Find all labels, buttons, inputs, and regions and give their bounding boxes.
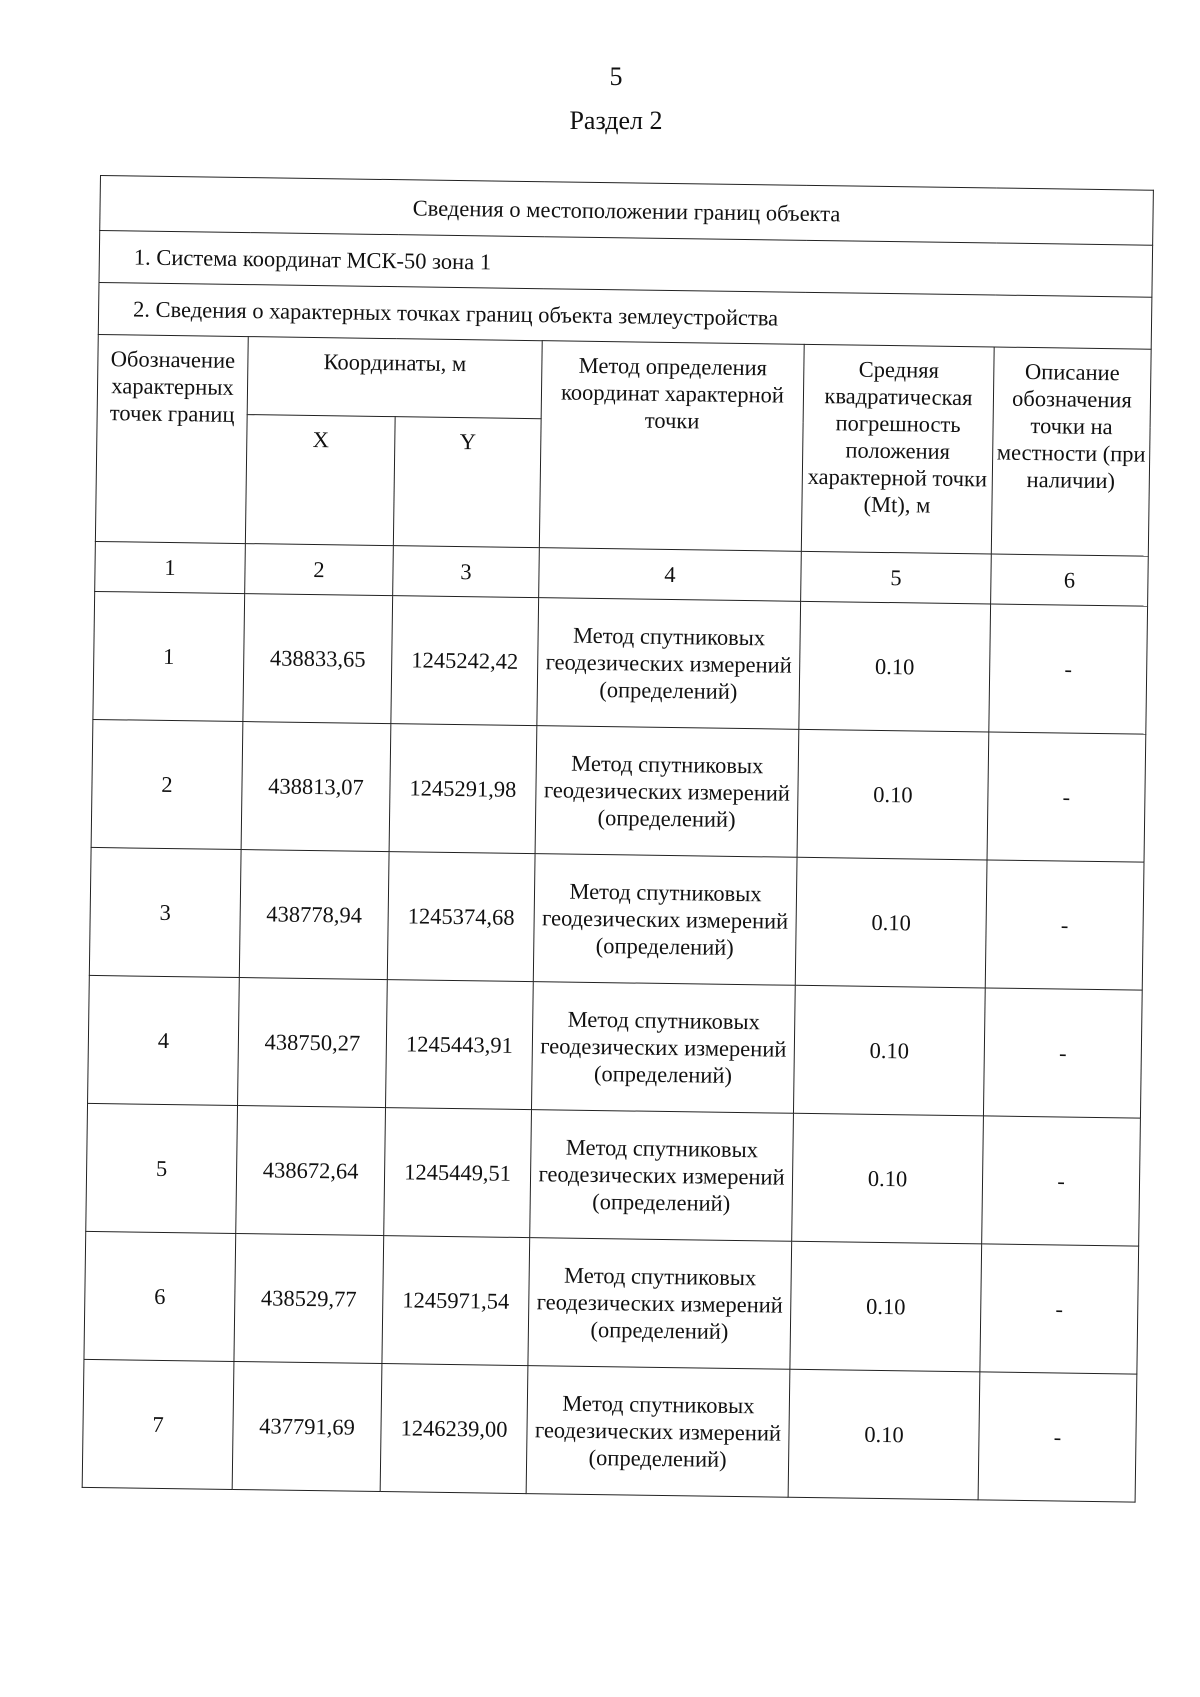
table-row [82,1359,1137,1502]
accuracy-cell: 0.10 [797,729,989,860]
table-row [89,847,1144,990]
header-x: X [245,415,395,546]
header-method: Метод определения координат характерной точки [539,341,804,552]
y-cell: 1245449,51 [384,1108,532,1238]
accuracy-cell: 0.10 [795,857,987,988]
header-row [97,334,1151,427]
column-number: 5 [801,551,992,604]
method-cell: Метод спутниковых геодезических измерений (определений) [528,1238,792,1370]
accuracy-cell: 0.10 [799,601,991,732]
header-coordinates: Координаты, м [247,337,542,419]
method-cell: Метод спутниковых геодезических измерений (определений) [533,854,797,986]
y-cell: 1245374,68 [387,852,535,982]
x-cell: 437791,69 [232,1361,382,1491]
column-number: 2 [245,544,394,596]
x-cell: 438833,65 [243,594,393,724]
accuracy-cell: 0.10 [792,1113,984,1244]
table-row [88,975,1143,1118]
accuracy-cell: 0.10 [788,1369,980,1500]
description-cell: - [978,1372,1137,1502]
y-cell: 1245971,54 [382,1236,530,1366]
column-number: 6 [991,554,1149,606]
point-cell: 3 [89,847,241,977]
description-cell: - [987,732,1146,862]
y-cell: 1245443,91 [386,980,534,1110]
column-number: 1 [95,541,246,593]
y-cell: 1245242,42 [391,596,539,726]
y-cell: 1246239,00 [380,1364,528,1494]
method-cell: Метод спутниковых геодезических измерений (определений) [530,1110,794,1242]
accuracy-cell: 0.10 [793,985,985,1116]
point-cell: 6 [84,1231,236,1361]
method-cell: Метод спутниковых геодезических измерений (определений) [526,1366,790,1498]
point-cell: 1 [93,591,245,721]
method-cell: Метод спутниковых геодезических измерений (определений) [537,598,801,730]
header-accuracy: Средняя квадратическая погрешность положения характерной точки (Mt), м [801,344,994,554]
header-description: Описание обозначения точки на местности (при наличии) [991,347,1151,556]
x-cell: 438778,94 [239,850,389,980]
point-cell: 7 [82,1359,234,1489]
method-cell: Метод спутниковых геодезических измерений (определений) [535,726,799,858]
header-y: Y [393,417,541,548]
description-cell: - [982,1116,1141,1246]
x-cell: 438529,77 [234,1233,384,1363]
table-row [84,1231,1139,1374]
boundary-table-container [82,175,1153,1503]
page-number: 5 [609,62,623,91]
y-cell: 1245291,98 [389,724,537,854]
coord-system: 1. Система координат МСК-50 зона 1 [99,231,1153,298]
point-cell: 4 [88,975,240,1105]
table-row [93,591,1148,734]
header-designation: Обозначение характерных точек границ [95,334,248,543]
table-row [86,1103,1141,1246]
table-row [91,719,1146,862]
point-cell: 5 [86,1103,238,1233]
x-cell: 438750,27 [238,978,388,1108]
description-cell: - [985,860,1144,990]
section-title: Раздел 2 [569,106,663,135]
point-cell: 2 [91,719,243,849]
points-info: 2. Сведения о характерных точках границ объекта землеустройства [98,282,1152,349]
table-title: Сведения о местоположении границ объекта [100,176,1154,246]
description-cell: - [980,1244,1139,1374]
accuracy-cell: 0.10 [790,1241,982,1372]
description-cell: - [983,988,1142,1118]
x-cell: 438672,64 [236,1106,386,1236]
column-number: 4 [539,548,802,602]
method-cell: Метод спутниковых геодезических измерений (определений) [531,982,795,1114]
x-cell: 438813,07 [241,722,391,852]
description-cell: - [989,604,1148,734]
boundary-points-table [82,175,1154,1503]
column-number: 3 [393,546,540,598]
